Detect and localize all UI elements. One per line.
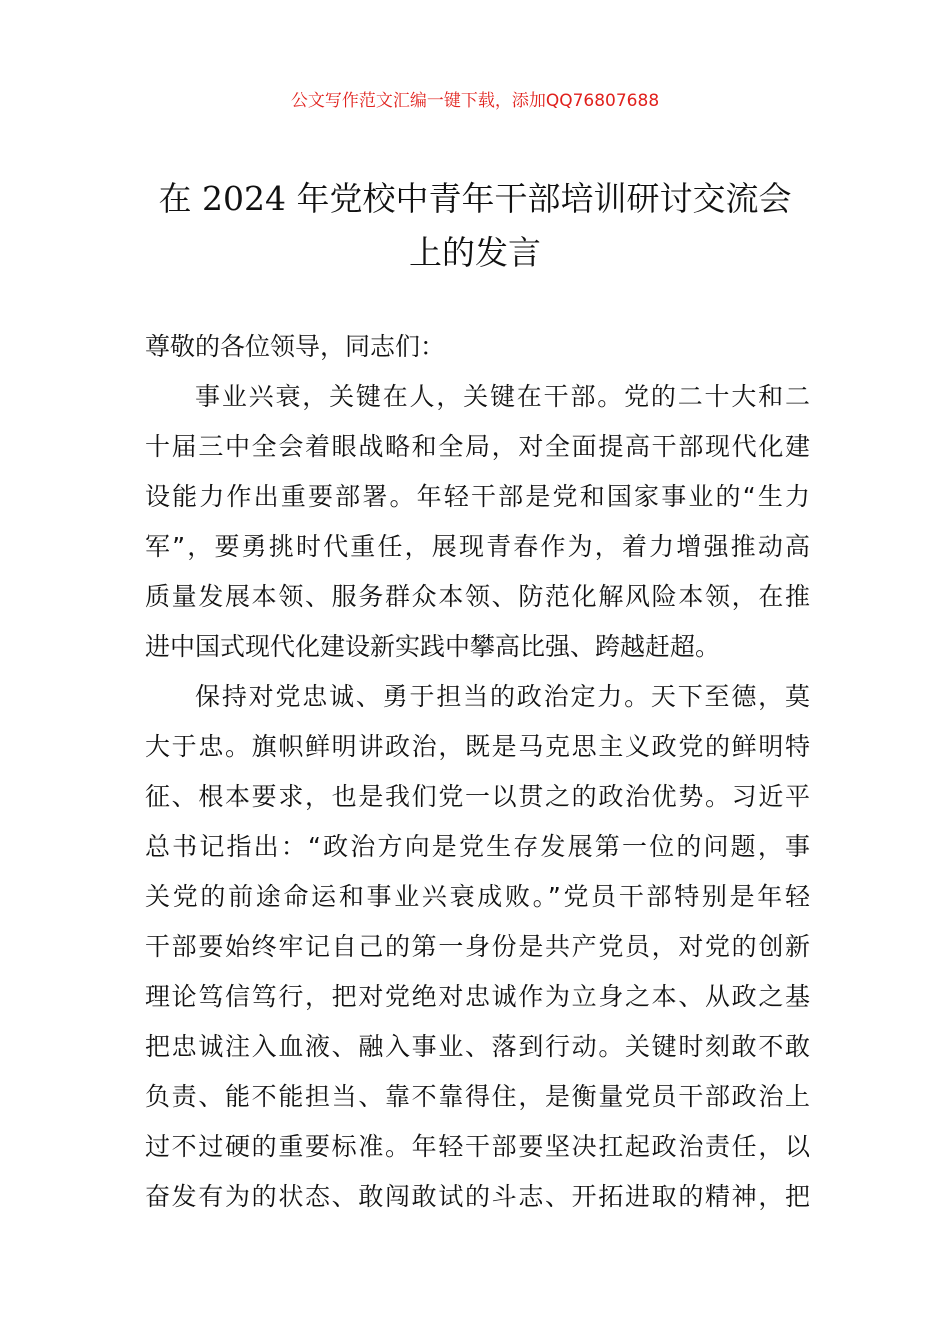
paragraph-line: 质量发展本领、服务群众本领、防范化解风险本领，在推 [145,582,810,611]
paragraph-line: 负责、能不能担当、靠不靠得住，是衡量党员干部政治上 [145,1082,810,1111]
title-line-2: 上的发言 [409,233,541,272]
paragraph-line: 把忠诚注入血液、融入事业、落到行动。关键时刻敢不敢 [145,1032,810,1061]
paragraph-line: 总书记指出：“政治方向是党生存发展第一位的问题，事 [145,832,810,861]
paragraph-line: 干部要始终牢记自己的第一身份是共产党员，对党的创新 [145,932,810,961]
paragraph-line: 军”，要勇挑时代重任，展现青春作为，着力增强推动高 [145,532,810,561]
salutation: 尊敬的各位领导，同志们： [145,332,446,361]
document-title [120,172,830,280]
paragraph-1 [145,372,810,672]
paragraph-line: 十届三中全会着眼战略和全局，对全面提高干部现代化建 [145,432,810,461]
paragraph-line: 保持对党忠诚、勇于担当的政治定力。天下至德，莫 [195,682,810,711]
document-body [145,322,810,1222]
paragraph-line: 事业兴衰，关键在人，关键在干部。党的二十大和二 [195,382,810,411]
paragraph-line: 设能力作出重要部署。年轻干部是党和国家事业的“生力 [145,482,810,511]
paragraph-line: 奋发有为的状态、敢闯敢试的斗志、开拓进取的精神，把 [145,1182,810,1211]
paragraph-line: 关党的前途命运和事业兴衰成败。”党员干部特别是年轻 [145,882,810,911]
paragraph-line: 理论笃信笃行，把对党绝对忠诚作为立身之本、从政之基 [145,982,810,1011]
title-line-1: 在 2024 年党校中青年干部培训研讨交流会 [158,179,792,218]
paragraph-line: 征、根本要求，也是我们党一以贯之的政治优势。习近平 [145,782,810,811]
download-banner: 公文写作范文汇编一键下载，添加QQ76807688 [290,91,660,111]
paragraph-line: 大于忠。旗帜鲜明讲政治，既是马克思主义政党的鲜明特 [145,732,810,761]
paragraph-line: 进中国式现代化建设新实践中攀高比强、跨越赶超。 [145,632,721,661]
paragraph-line: 过不过硬的重要标准。年轻干部要坚决扛起政治责任，以 [145,1132,810,1161]
paragraph-2 [145,672,810,1222]
